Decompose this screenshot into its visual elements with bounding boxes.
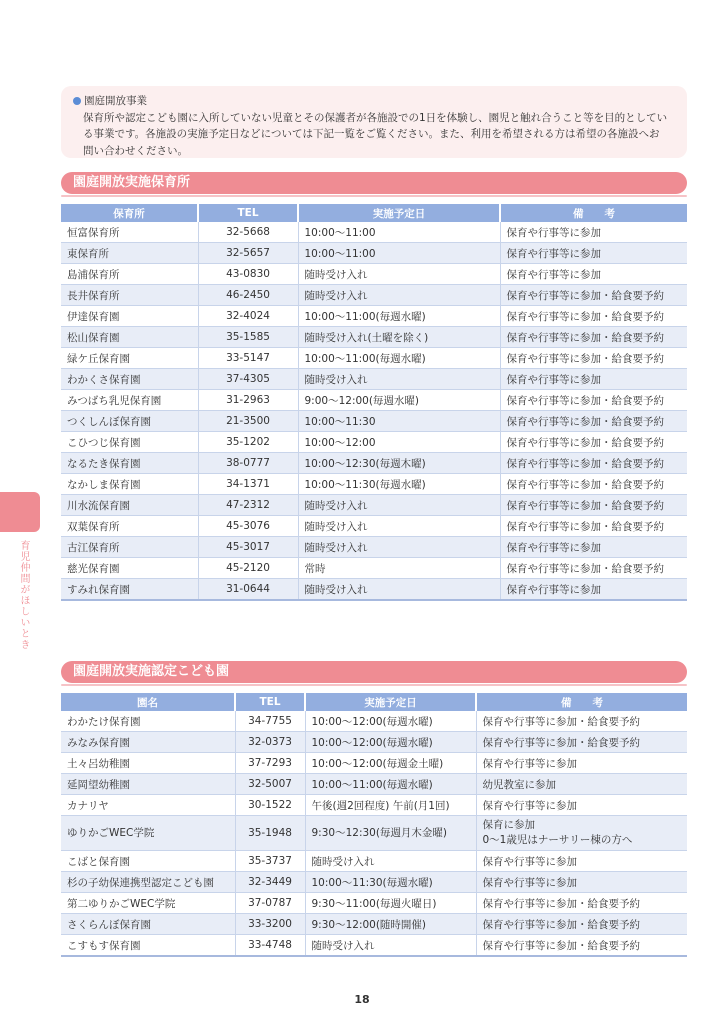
tel-cell: 32-5007 (235, 774, 305, 795)
table-row (61, 369, 687, 390)
notes-cell: 保育に参加 0～1歳児はナーサリー棟の方へ (476, 816, 687, 851)
intro-line: 問い合わせください。 (83, 144, 188, 157)
facility-name-cell: こばと保育園 (61, 851, 235, 872)
facility-name-cell: 第二ゆりかごWEC学院 (61, 893, 235, 914)
table-header-row (61, 204, 687, 222)
schedule-cell: 随時受け入れ (298, 579, 500, 601)
table-row (61, 243, 687, 264)
schedule-cell: 随時受け入れ (298, 369, 500, 390)
tel-cell: 33-4748 (235, 935, 305, 957)
schedule-cell: 10:00～11:00 (298, 243, 500, 264)
notes-cell: 保育や行事等に参加・給食要予約 (500, 327, 687, 348)
table-row (61, 753, 687, 774)
nursery-table (61, 204, 687, 601)
notes-cell: 保育や行事等に参加・給食要予約 (500, 516, 687, 537)
notes-cell: 保育や行事等に参加 (500, 264, 687, 285)
facility-name-cell: 土々呂幼稚園 (61, 753, 235, 774)
schedule-cell: 随時受け入れ (305, 851, 476, 872)
page-number: 18 (354, 993, 370, 1006)
column-header: 実施予定日 (305, 693, 476, 711)
facility-name-cell: わかたけ保育園 (61, 711, 235, 732)
tel-cell: 32-3449 (235, 872, 305, 893)
schedule-cell: 9:30～12:30(毎週月木金曜) (305, 816, 476, 851)
notes-cell: 保育や行事等に参加 (500, 369, 687, 390)
table-row (61, 537, 687, 558)
intro-body (73, 110, 675, 160)
schedule-cell: 随時受け入れ (298, 495, 500, 516)
schedule-cell: 10:00～11:30 (298, 411, 500, 432)
notes-cell: 保育や行事等に参加・給食要予約 (500, 348, 687, 369)
notes-cell: 保育や行事等に参加・給食要予約 (476, 914, 687, 935)
tel-cell: 35-1948 (235, 816, 305, 851)
facility-name-cell: さくらんぼ保育園 (61, 914, 235, 935)
table-row (61, 816, 687, 851)
column-header: TEL (198, 204, 298, 222)
schedule-cell: 10:00～12:00(毎週水曜) (305, 732, 476, 753)
side-label: 育児仲間がほしいとき (18, 540, 29, 650)
facility-name-cell: 伊達保育園 (61, 306, 198, 327)
tel-cell: 37-0787 (235, 893, 305, 914)
table-row (61, 285, 687, 306)
schedule-cell: 10:00～11:00(毎週水曜) (305, 774, 476, 795)
tel-cell: 30-1522 (235, 795, 305, 816)
tel-cell: 38-0777 (198, 453, 298, 474)
notes-cell: 保育や行事等に参加 (476, 795, 687, 816)
table-row (61, 914, 687, 935)
tel-cell: 45-3076 (198, 516, 298, 537)
facility-name-cell: 東保育所 (61, 243, 198, 264)
tel-cell: 31-2963 (198, 390, 298, 411)
schedule-cell: 随時受け入れ(土曜を除く) (298, 327, 500, 348)
notes-cell: 保育や行事等に参加 (500, 243, 687, 264)
facility-name-cell: みなみ保育園 (61, 732, 235, 753)
table-row (61, 390, 687, 411)
column-header: 園名 (61, 693, 235, 711)
facility-name-cell: みつばち乳児保育園 (61, 390, 198, 411)
tel-cell: 32-5668 (198, 222, 298, 243)
table-row (61, 348, 687, 369)
facility-name-cell: ゆりかごWEC学院 (61, 816, 235, 851)
tel-cell: 33-3200 (235, 914, 305, 935)
facility-name-cell: わかくさ保育園 (61, 369, 198, 390)
section-header-nursery: 園庭開放実施保育所 (61, 172, 687, 194)
table-row (61, 474, 687, 495)
facility-name-cell: 川水流保育園 (61, 495, 198, 516)
schedule-cell: 午後(週2回程度) 午前(月1回) (305, 795, 476, 816)
facility-name-cell: 緑ケ丘保育園 (61, 348, 198, 369)
table-row (61, 516, 687, 537)
facility-name-cell: 慈光保育園 (61, 558, 198, 579)
schedule-cell: 10:00～12:00(毎週水曜) (305, 711, 476, 732)
notes-cell: 保育や行事等に参加・給食要予約 (500, 453, 687, 474)
table-row (61, 222, 687, 243)
tel-cell: 32-0373 (235, 732, 305, 753)
table-row (61, 264, 687, 285)
notes-cell: 保育や行事等に参加 (500, 222, 687, 243)
table-row (61, 327, 687, 348)
tel-cell: 46-2450 (198, 285, 298, 306)
table-row (61, 732, 687, 753)
facility-name-cell: 双葉保育所 (61, 516, 198, 537)
table-row (61, 453, 687, 474)
facility-name-cell: 恒富保育所 (61, 222, 198, 243)
column-header: 実施予定日 (298, 204, 500, 222)
tel-cell: 34-7755 (235, 711, 305, 732)
table-row (61, 306, 687, 327)
facility-name-cell: 島浦保育所 (61, 264, 198, 285)
schedule-cell: 9:30～12:00(随時開催) (305, 914, 476, 935)
table-row (61, 774, 687, 795)
kodomoen-table (61, 693, 687, 957)
tel-cell: 35-1585 (198, 327, 298, 348)
notes-cell: 保育や行事等に参加・給食要予約 (500, 285, 687, 306)
column-header: TEL (235, 693, 305, 711)
notes-cell: 保育や行事等に参加 (476, 851, 687, 872)
facility-name-cell: 長井保育所 (61, 285, 198, 306)
facility-name-cell: 延岡望幼稚園 (61, 774, 235, 795)
facility-name-cell: すみれ保育園 (61, 579, 198, 601)
intro-line: る事業です。各施設の実施予定日などについては下記一覧をご覧ください。また、利用を希望される方は希望の各施設へお (83, 128, 660, 140)
intro-line: 保育所や認定こども園に入所していない児童とその保護者が各施設での1日を体験し、園児と触れ合うこと等を目的としてい (83, 111, 668, 124)
tel-cell: 45-3017 (198, 537, 298, 558)
facility-name-cell: 杉の子幼保連携型認定こども園 (61, 872, 235, 893)
notes-cell: 保育や行事等に参加・給食要予約 (476, 732, 687, 753)
tel-cell: 43-0830 (198, 264, 298, 285)
intro-title (73, 93, 675, 110)
notes-cell: 保育や行事等に参加・給食要予約 (500, 432, 687, 453)
facility-name-cell: 松山保育園 (61, 327, 198, 348)
facility-name-cell: こすもす保育園 (61, 935, 235, 957)
schedule-cell: 10:00～12:00 (298, 432, 500, 453)
notes-cell: 保育や行事等に参加・給食要予約 (476, 935, 687, 957)
table-row (61, 411, 687, 432)
table-row (61, 711, 687, 732)
facility-name-cell: つくしんぼ保育園 (61, 411, 198, 432)
table-row (61, 579, 687, 601)
notes-cell: 保育や行事等に参加・給食要予約 (476, 711, 687, 732)
notes-cell: 保育や行事等に参加・給食要予約 (500, 558, 687, 579)
table-row (61, 558, 687, 579)
schedule-cell: 10:00～11:00(毎週水曜) (298, 306, 500, 327)
notes-cell: 幼児教室に参加 (476, 774, 687, 795)
table-row (61, 893, 687, 914)
facility-name-cell: こひつじ保育園 (61, 432, 198, 453)
table-row (61, 795, 687, 816)
intro-box (61, 86, 687, 158)
table-row (61, 432, 687, 453)
notes-cell: 保育や行事等に参加・給食要予約 (500, 495, 687, 516)
tel-cell: 21-3500 (198, 411, 298, 432)
schedule-cell: 10:00～11:00 (298, 222, 500, 243)
table-row (61, 872, 687, 893)
intro-title-text: 園庭開放事業 (84, 95, 147, 107)
column-header: 保育所 (61, 204, 198, 222)
tel-cell: 37-7293 (235, 753, 305, 774)
schedule-cell: 10:00～11:30(毎週水曜) (305, 872, 476, 893)
tel-cell: 33-5147 (198, 348, 298, 369)
schedule-cell: 常時 (298, 558, 500, 579)
schedule-cell: 随時受け入れ (305, 935, 476, 957)
tel-cell: 45-2120 (198, 558, 298, 579)
table-row (61, 851, 687, 872)
schedule-cell: 9:00～12:00(毎週水曜) (298, 390, 500, 411)
schedule-cell: 10:00～11:00(毎週水曜) (298, 348, 500, 369)
tel-cell: 35-1202 (198, 432, 298, 453)
schedule-cell: 随時受け入れ (298, 285, 500, 306)
schedule-cell: 9:30～11:00(毎週火曜日) (305, 893, 476, 914)
tel-cell: 31-0644 (198, 579, 298, 601)
tel-cell: 32-4024 (198, 306, 298, 327)
notes-cell: 保育や行事等に参加 (476, 872, 687, 893)
tel-cell: 37-4305 (198, 369, 298, 390)
notes-cell: 保育や行事等に参加 (476, 753, 687, 774)
schedule-cell: 10:00～12:00(毎週金土曜) (305, 753, 476, 774)
table-row (61, 495, 687, 516)
tel-cell: 34-1371 (198, 474, 298, 495)
schedule-cell: 随時受け入れ (298, 264, 500, 285)
notes-cell: 保育や行事等に参加・給食要予約 (500, 306, 687, 327)
notes-cell: 保育や行事等に参加・給食要予約 (500, 474, 687, 495)
tel-cell: 32-5657 (198, 243, 298, 264)
column-header: 備 考 (500, 204, 687, 222)
column-header: 備 考 (476, 693, 687, 711)
notes-cell: 保育や行事等に参加・給食要予約 (500, 390, 687, 411)
schedule-cell: 10:00～11:30(毎週水曜) (298, 474, 500, 495)
facility-name-cell: カナリヤ (61, 795, 235, 816)
notes-cell: 保育や行事等に参加 (500, 537, 687, 558)
schedule-cell: 随時受け入れ (298, 516, 500, 537)
bullet-dot-icon (73, 97, 81, 105)
section-header-kodomoen: 園庭開放実施認定こども園 (61, 661, 687, 683)
table-row (61, 935, 687, 957)
notes-cell: 保育や行事等に参加 (500, 579, 687, 601)
table-header-row (61, 693, 687, 711)
schedule-cell: 10:00～12:30(毎週木曜) (298, 453, 500, 474)
tel-cell: 47-2312 (198, 495, 298, 516)
tel-cell: 35-3737 (235, 851, 305, 872)
notes-cell: 保育や行事等に参加・給食要予約 (476, 893, 687, 914)
facility-name-cell: なかしま保育園 (61, 474, 198, 495)
notes-cell: 保育や行事等に参加・給食要予約 (500, 411, 687, 432)
side-tab (0, 492, 40, 532)
facility-name-cell: なるたき保育園 (61, 453, 198, 474)
schedule-cell: 随時受け入れ (298, 537, 500, 558)
facility-name-cell: 古江保育所 (61, 537, 198, 558)
